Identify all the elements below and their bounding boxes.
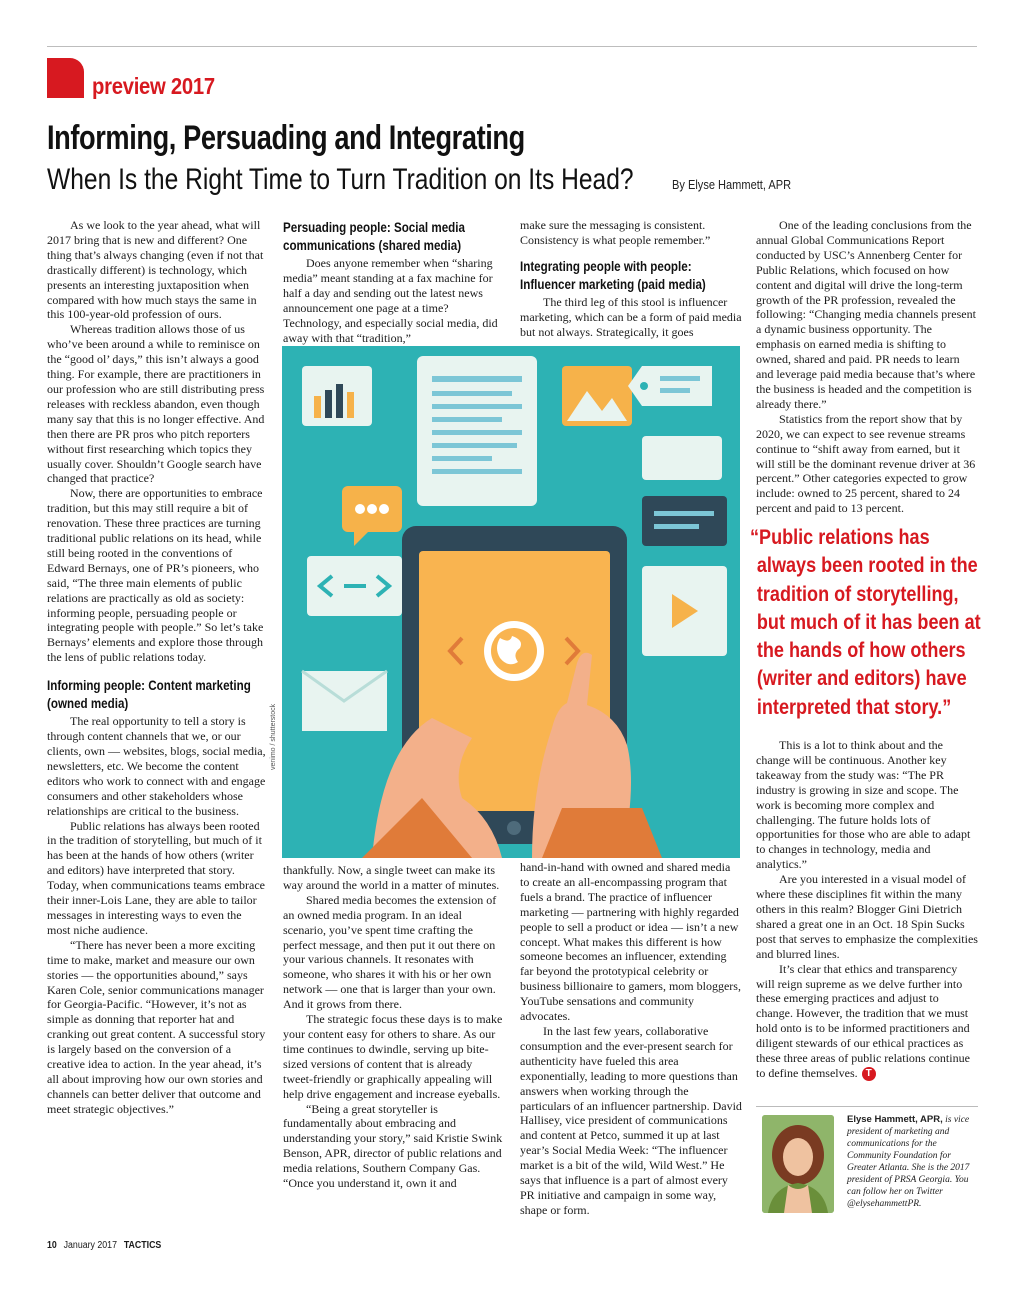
page-footer (47, 1240, 161, 1251)
end-mark-icon: T (862, 1067, 876, 1081)
paragraph: The third leg of this stool is influencer marketing, which can be a form of paid media but not always. Strategically, it goes (520, 294, 742, 339)
magazine-name: TACTICS (123, 1240, 162, 1251)
paragraph-text: It’s clear that ethics and transparency will reign supreme as we delve further into these emerging practices and adjust to change. However, the tradition that we must hold onto is to be informed practitioners and diligent stewards of our ethical practices as these three areas of public relations continue to define themselves. (756, 961, 970, 1080)
paragraph: The real opportunity to tell a story is through content channels that we, or our clients, own — websites, blogs, social media, newsletters, etc. We become the content editors who work to connect with and engage consumers and other stakeholders whose relationships are critical to the business. (47, 714, 266, 818)
bio-divider (756, 1106, 978, 1107)
paragraph: make sure the messaging is consistent. Consistency is what people remember.” (520, 218, 711, 247)
byline: By Elyse Hammett, APR (672, 177, 792, 192)
top-rule (47, 46, 977, 47)
illustration-tablet (282, 346, 740, 858)
pull-quote-line: tradition of storytelling, (756, 582, 959, 606)
paragraph: This is a lot to think about and the change will be continuous. Another key takeaway from the study was: “The PR industry is growing in size and scope. The work is becoming more complex and challenging. The future holds lots of opportunities for those who are able to adapt to changes in technology, media and analytics.” (756, 738, 971, 872)
pull-quote-line: interpreted that story.” (756, 695, 952, 719)
page-number: 10 (47, 1240, 57, 1251)
pull-quote-line: the hands of how others (756, 639, 966, 663)
paragraph: Public relations has always been rooted in the tradition of storytelling, but much of it has been at the hands of how others (writer and editors) have interpreted that story. Today, when communications teams embrace their inner-Lois Lane, they are able to tailor messages in interesting ways to even the most niche audience. (47, 818, 265, 937)
section-tab-mark (47, 58, 84, 98)
image-credit: venimo / shutterstock (270, 703, 277, 770)
pull-quote-line: but much of it has been at (756, 610, 981, 634)
subhead: When Is the Right Time to Turn Tradition on Its Head? (47, 163, 634, 196)
pull-quote-line: “Public relations has (750, 526, 930, 549)
subheading-persuading: Persuading people: Social media communications (shared media) (283, 220, 465, 253)
paragraph: hand-in-hand with owned and shared media to create an all-encompassing program that fuels a brand. The practice of influencer marketing — partnering with highly regarded people to sell a product or idea — isn’t a new concept. What makes this different is how someone becomes an influencer, extending far beyond the prototypical celebrity or business billionaire to gamers, mom bloggers, YouTube sensations and community advocates. (520, 860, 741, 1024)
pull-quote (750, 524, 990, 722)
paragraph: “Being a great storyteller is fundamentally about embracing and understanding your story,” said Kristie Swink Benson, APR, director of public relations and media relations, Southern Company Gas. “Once you understand it, own it and (283, 1101, 503, 1191)
headline: Informing, Persuading and Integrating (47, 119, 525, 157)
paragraph: As we look to the year ahead, what will 2017 bring that is new and different? One thing that’s always changing (even if not that drastically different) is technology, which presents an interesting juxtaposition when compared with how much stays the same in this 100-year-old profession of ours. (47, 218, 264, 322)
author-photo (762, 1115, 834, 1213)
paragraph: Shared media becomes the extension of an owned media program. In an ideal scenario, you’ve spent time crafting the perfect message, and then put it out there on your various channels. It resonates with someone, who shares it with his or her own network — one that is larger than your own. And it grows from there. (283, 892, 497, 1012)
paragraph: The strategic focus these days is to make your content easy for others to share. As our time continues to dwindle, serving up bite-sized versions of content that is already tweet-friendly or graphically appealing will help drive engagement and increase eyeballs. (283, 1012, 503, 1101)
author-name: Elyse Hammett, APR, (847, 1114, 943, 1125)
column-3-bottom (520, 860, 742, 1218)
paragraph (756, 962, 978, 1082)
author-bio (847, 1114, 975, 1210)
column-2-top (283, 219, 503, 345)
pull-quote-line: (writer and editors) have (756, 667, 967, 691)
issue-date: January 2017 (63, 1240, 117, 1251)
pull-quote-line: always been rooted in the (756, 554, 978, 578)
column-3-top (520, 218, 742, 340)
section-header (47, 58, 232, 98)
column-2-bottom (283, 863, 503, 1191)
paragraph: Whereas tradition allows those of us who’ve been around a while to reminisce on the “good ol’ days,” this isn’t always a good thing. For example, there are practitioners in our profession who are still distributing press releases with reckless abandon, even though many say that this is no longer effective. And then there are PR pros who pitch reporters without first researching which topics they usually cover. Shouldn’t Google search have changed that practice? (47, 322, 265, 486)
author-bio-text: is vice president of marketing and communications for the Community Foundation for Greater Atlanta. She is the 2017 president of PRSA Georgia. You can follow her on Twitter @elysehammettPR. (847, 1115, 970, 1209)
paragraph: Does anyone remember when “sharing media” meant standing at a fax machine for half a day and sending out the latest news announcement one page at a time? Technology, and especially social media, did away with that “tradition,” (283, 256, 498, 345)
paragraph: Statistics from the report show that by 2020, we can expect to see revenue streams continue to “shift away from earned, but it will still be the dominant revenue driver at 36 percent.” Other categories expected to grow include: owned to 25 percent, shared to 24 percent and paid to 13 percent. (756, 411, 976, 516)
column-4-bottom (756, 738, 978, 1081)
paragraph: One of the leading conclusions from the annual Global Communications Report conducted by USC’s Annenberg Center for Public Relations, which focused on how content and digital will drive the long-term growth of the PR profession, revealed the following: “Changing media channels present a dynamic business opportunity. The emphasis on earned media is shifting to owned, shared and paid. PR needs to learn and leverage paid media because that’s where the business is headed and the competition is already there.” (756, 218, 976, 411)
paragraph: thankfully. Now, a single tweet can make its way around the world in a matter of minutes. (283, 863, 500, 892)
subheading-informing: Informing people: Content marketing (owned media) (47, 678, 251, 712)
paragraph: Now, there are opportunities to embrace tradition, but this may still require a bit of renovation. These three practices are turning traditional public relations on its head, while still being rooted in the conventions of Edward Bernays, one of PR’s pioneers, who said, “The three main elements of public relations are practically as old as society: informing people, persuading people or integrating people with people.” So let’s take Bernays’ elements and explore those through the lens of public relations today. (47, 486, 264, 665)
paragraph: Are you interested in a visual model of where these disciplines fit within the many others in this realm? Blogger Gini Dietrich shared a great one in an Oct. 18 Spin Sucks post that serves to emphasize the complexities and blurred lines. (756, 872, 978, 961)
tablet-graphic (282, 346, 740, 858)
subheading-integrating: Integrating people with people: Influencer marketing (paid media) (520, 258, 706, 292)
section-label: preview 2017 (92, 73, 215, 99)
paragraph: In the last few years, collaborative consumption and the ever-present search for authenticity have fueled this area exponentially, leading to more questions than answers when working through the particulars of an influencer partnership. David Hallisey, vice president of communications and content at Petco, summed it up at last year’s Social Media Week: “The influencer market is a bit of the wild, Wild West.” He says that influence is a part of almost every PR initiative and campaign in some way, shape or form. (520, 1023, 742, 1217)
column-4-top (756, 218, 978, 516)
paragraph: “There has never been a more exciting time to make, market and measure our own stories — the opportunities abound,” says Karen Cole, senior communications manager for Georgia-Pacific. “However, it’s not as simple as donning that reporter hat and cranking out great content. A successful story is largely based on the conversion of a creative idea to action. In the year ahead, it’s all about improving how our own stories and channels can better deliver that outcome and meet strategic objectives.” (47, 937, 266, 1116)
column-1 (47, 218, 267, 1117)
